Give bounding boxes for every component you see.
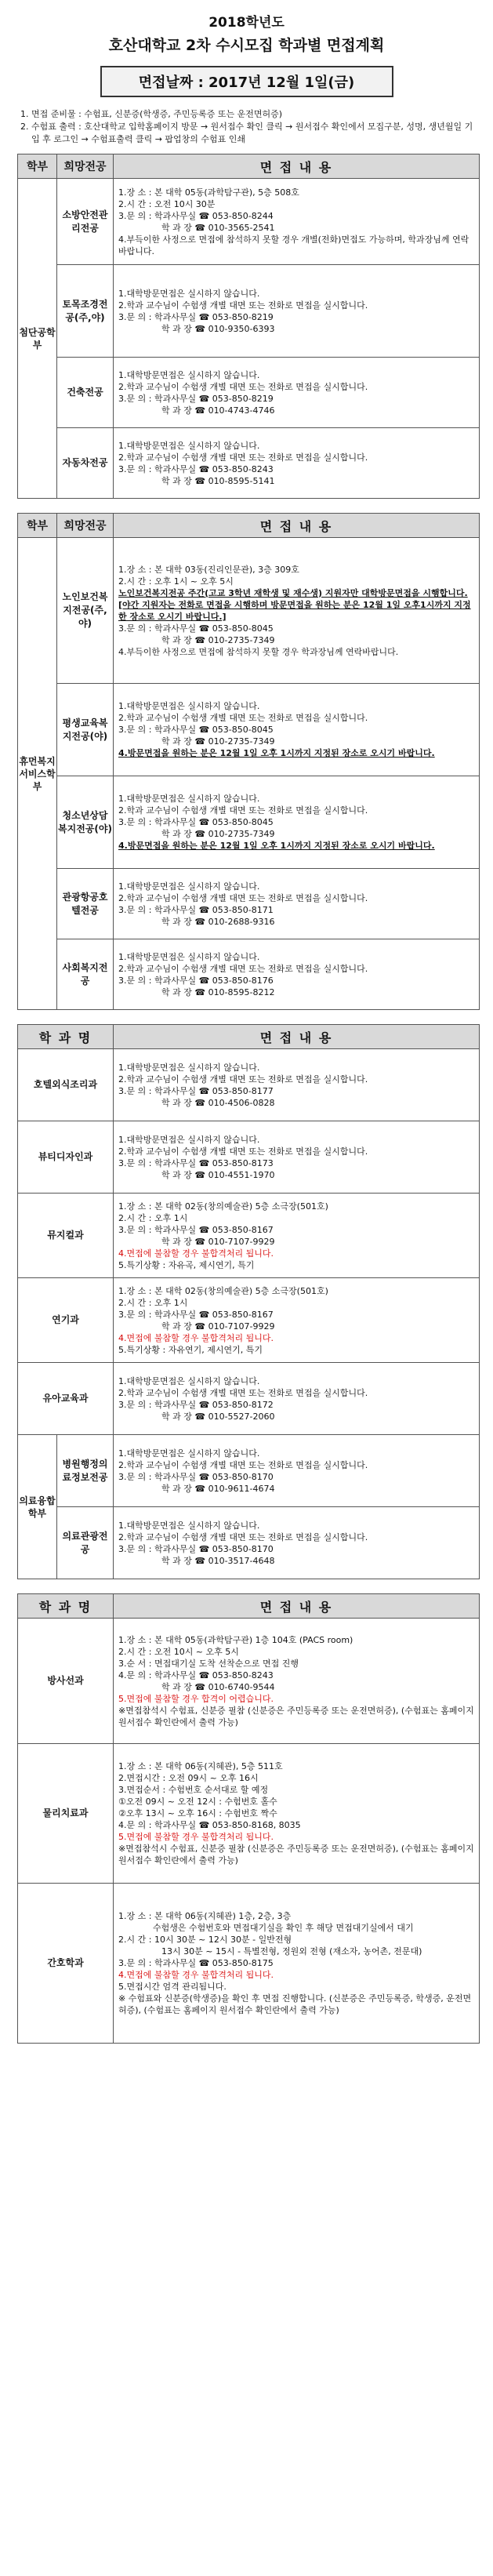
text-line: 2.학과 교수님이 수험생 개별 대면 또는 전화로 면접을 실시합니다. <box>118 1531 368 1542</box>
text-line: 2.학과 교수님이 수험생 개별 대면 또는 전화로 면접을 실시합니다. <box>118 963 368 974</box>
dept-engineering: 첨단공학부 <box>18 179 57 499</box>
text-line: 2.학과 교수님이 수험생 개별 대면 또는 전화로 면접을 실시합니다. <box>118 1074 368 1085</box>
text-line: 2.학과 교수님이 수험생 개별 대면 또는 전화로 면접을 실시합니다. <box>118 713 368 723</box>
text-line: 1.장 소 : 본 대학 06동(지혜관) 1층, 2층, 3층 <box>118 1911 292 1921</box>
text-line: 4.문 의 : 학과사무실 ☎ 053-850-8168, 8035 <box>118 1820 301 1830</box>
text-line: 1.대학방문면접은 실시하지 않습니다. <box>118 881 260 892</box>
content-civil <box>114 265 480 358</box>
content-youth-counseling <box>114 776 480 869</box>
text-line: 1.장 소 : 본 대학 05동(과학탐구관) 1층 104호 (PACS room) <box>118 1634 353 1645</box>
text-line: ※ 수험표와 신분증(학생증)을 확인 후 면접 진행합니다. (신분증은 주민등록증, 학생증, 운전면허증), (수험표는 홈페이지 원서접수 확인란에서 출력 가능) <box>118 1993 472 2015</box>
text-line: ※면접참석시 수험표, 신분증 필참 (신분증은 주민등록증 또는 운전면허증), (수험표는 홈페이지 원서접수 확인란에서 출력 가능) <box>118 1844 474 1866</box>
notice-line: 4.방문면접을 원하는 분은 12월 1일 오후 1시까지 지정된 장소로 오시기 바랍니다. <box>118 841 435 851</box>
text-line: 3.문 의 : 학과사무실 ☎ 053-850-8170 <box>118 1471 274 1482</box>
text-line: 1.대학방문면접은 실시하지 않습니다. <box>118 369 260 380</box>
major-lifelong-education: 평생교육복지전공(야) <box>57 684 114 776</box>
text-line: 2.시 간 : 오후 1시 <box>118 1212 188 1223</box>
text-line: 3.문 의 : 학과사무실 ☎ 053-850-8167 <box>118 1224 274 1235</box>
text-line: 1.장 소 : 본 대학 03동(진리인문관), 3층 309호 <box>118 564 299 575</box>
text-line: 2.시 간 : 10시 30분 ~ 12시 30분 - 일반전형 <box>118 1935 292 1945</box>
content-architecture <box>114 358 480 428</box>
text-line: 학 과 장 ☎ 010-4506-0828 <box>118 1097 275 1108</box>
dept-musical: 뮤지컬과 <box>18 1194 114 1278</box>
content-medical-tourism <box>114 1507 480 1579</box>
text-line: 3.문 의 : 학과사무실 ☎ 053-850-8177 <box>118 1085 274 1096</box>
dept-acting: 연기과 <box>18 1278 114 1363</box>
dept-nursing: 간호학과 <box>18 1884 114 2044</box>
text-line: 3.문 의 : 학과사무실 ☎ 053-850-8167 <box>118 1309 274 1320</box>
table-engineering <box>17 154 480 499</box>
warning-line: 4.면접에 불참할 경우 불합격처리 됩니다. <box>118 1970 274 1980</box>
text-line: 3.문 의 : 학과사무실 ☎ 053-850-8244 <box>118 210 274 221</box>
text-line: 3.문 의 : 학과사무실 ☎ 053-850-8175 <box>118 1958 274 1968</box>
content-nursing <box>114 1884 480 2044</box>
text-line: 1.장 소 : 본 대학 06동(지혜관), 5층 511호 <box>118 1761 283 1771</box>
text-line: 수험생은 수험번호와 면접대기실을 확인 후 해당 면접대기실에서 대기 <box>118 1923 414 1933</box>
text-line: 학 과 장 ☎ 010-7107-9929 <box>118 1321 275 1332</box>
text-line: 학 과 장 ☎ 010-8595-8212 <box>118 986 275 997</box>
warning-line: 5.면접에 불참할 경우 합격이 어렵습니다. <box>118 1693 274 1704</box>
dept-physical-therapy: 물리치료과 <box>18 1744 114 1884</box>
header-dept-name: 학 과 명 <box>18 1594 114 1619</box>
text-line: 학 과 장 ☎ 010-6740-9544 <box>118 1681 275 1692</box>
text-line: 3.순 서 : 면접대기실 도착 선착순으로 면접 진행 <box>118 1658 299 1669</box>
text-line: 학 과 장 ☎ 010-2735-7349 <box>118 736 275 747</box>
text-line: 3.면접순서 : 수험번호 순서대로 할 예정 <box>118 1785 269 1795</box>
text-line: 5.특기상황 : 자유곡, 제시연기, 특기 <box>118 1259 255 1270</box>
text-line: 학 과 장 ☎ 010-5527-2060 <box>118 1411 275 1422</box>
text-line: 2.학과 교수님이 수험생 개별 대면 또는 전화로 면접을 실시합니다. <box>118 381 368 392</box>
text-line: 4.부득이한 사정으로 면접에 참석하지 못할 경우 개별(전화)면접도 가능하며, 학과장님께 연락바랍니다. <box>118 234 469 256</box>
text-line: 1.대학방문면접은 실시하지 않습니다. <box>118 288 260 299</box>
text-line: 2.시 간 : 오전 10시 30분 <box>118 198 216 209</box>
text-line: 2.학과 교수님이 수험생 개별 대면 또는 전화로 면접을 실시합니다. <box>118 1387 368 1398</box>
text-line: 5.면접시간 엄격 관리됨니다. <box>118 1982 227 1992</box>
notice-line: 노인보건복지전공 주간(고교 3학년 재학생 및 재수생) 지원자만 대학방문면접을 시행합니다. <box>118 587 468 598</box>
content-fire-safety <box>114 179 480 265</box>
header-content: 면 접 내 용 <box>114 1594 480 1619</box>
table-departments <box>17 1024 480 1579</box>
major-fire-safety: 소방안전관리전공 <box>57 179 114 265</box>
content-early-childhood <box>114 1363 480 1435</box>
interview-date-box: 면접날짜 : 2017년 12월 1일(금) <box>100 66 393 97</box>
header-dept: 학부 <box>18 514 57 538</box>
text-line: 학 과 장 ☎ 010-3517-4648 <box>118 1555 275 1566</box>
text-line: 3.문 의 : 학과사무실 ☎ 053-850-8171 <box>118 904 274 915</box>
text-line: ①오전 09시 ~ 오전 12시 : 수험번호 홀수 <box>118 1797 277 1807</box>
major-automotive: 자동차전공 <box>57 428 114 499</box>
content-tourism-hotel <box>114 869 480 939</box>
text-line: 2.학과 교수님이 수험생 개별 대면 또는 전화로 면접을 실시합니다. <box>118 1459 368 1470</box>
content-radiology <box>114 1619 480 1744</box>
major-tourism-hotel: 관광항공호텔전공 <box>57 869 114 939</box>
text-line: 학 과 장 ☎ 010-9350-6393 <box>118 323 275 334</box>
content-elderly-welfare <box>114 538 480 684</box>
header-content: 면 접 내 용 <box>114 154 480 179</box>
text-line: 학 과 장 ☎ 010-2735-7349 <box>118 829 275 839</box>
warning-line: 4.면접에 불참할 경우 불합격처리 됩니다. <box>118 1332 274 1343</box>
text-line: 1.대학방문면접은 실시하지 않습니다. <box>118 1448 260 1459</box>
content-hospital-admin <box>114 1435 480 1507</box>
major-social-welfare: 사회복지전공 <box>57 939 114 1010</box>
text-line: 3.문 의 : 학과사무실 ☎ 053-850-8045 <box>118 817 274 827</box>
text-line: 3.문 의 : 학과사무실 ☎ 053-850-8045 <box>118 725 274 735</box>
header-content: 면 접 내 용 <box>114 1025 480 1049</box>
text-line: 1.대학방문면접은 실시하지 않습니다. <box>118 440 260 451</box>
content-hotel-culinary <box>114 1049 480 1121</box>
text-line: 학 과 장 ☎ 010-8595-5141 <box>118 475 275 486</box>
note-item: 1. 면접 준비물 : 수험표, 신분증(학생증, 주민등록증 또는 운전면허증) <box>20 109 283 119</box>
text-line: 학 과 장 ☎ 010-4743-4746 <box>118 405 275 416</box>
note-item: 2. 수험표 출력 : 호산대학교 입학홈페이지 방문 → 원서접수 확인 클릭 → 원서접수 확인에서 모집구분, 성명, 생년월일 기입 후 로그인 → 수험표출력 클릭 → 팝업창의 수험표 인쇄 <box>20 122 473 144</box>
text-line: 2.시 간 : 오후 1시 ~ 오후 5시 <box>118 576 234 587</box>
text-line: 3.문 의 : 학과사무실 ☎ 053-850-8172 <box>118 1399 274 1410</box>
text-line: 5.특기상황 : 자유연기, 제시연기, 특기 <box>118 1344 263 1355</box>
header-dept: 학부 <box>18 154 57 179</box>
header-content: 면 접 내 용 <box>114 514 480 538</box>
table-health <box>17 1593 480 2044</box>
content-acting <box>114 1278 480 1363</box>
dept-early-childhood: 유아교육과 <box>18 1363 114 1435</box>
header-dept-name: 학 과 명 <box>18 1025 114 1049</box>
text-line: 3.문 의 : 학과사무실 ☎ 053-850-8243 <box>118 463 274 474</box>
text-line: 3.문 의 : 학과사무실 ☎ 053-850-8170 <box>118 1543 274 1554</box>
text-line: 1.장 소 : 본 대학 05동(과학탐구관), 5층 508호 <box>118 187 299 198</box>
header-major: 희망전공 <box>57 514 114 538</box>
content-automotive <box>114 428 480 499</box>
text-line: 1.장 소 : 본 대학 02동(창의예술관) 5층 소극장(501호) <box>118 1201 328 1212</box>
text-line: 3.문 의 : 학과사무실 ☎ 053-850-8219 <box>118 311 274 322</box>
text-line: 2.학과 교수님이 수험생 개별 대면 또는 전화로 면접을 실시합니다. <box>118 452 368 463</box>
major-architecture: 건축전공 <box>57 358 114 428</box>
notice-line: [야간 지원자는 전화로 면접을 시행하며 방문면접을 원하는 분은 12월 1일 오후1시까지 지정한 장소로 오시기 바랍니다.] <box>118 599 471 622</box>
text-line: 1.대학방문면접은 실시하지 않습니다. <box>118 951 260 962</box>
major-youth-counseling: 청소년상담복지전공(야) <box>57 776 114 869</box>
text-line: 2.학과 교수님이 수험생 개별 대면 또는 전화로 면접을 실시합니다. <box>118 805 368 816</box>
content-beauty-design <box>114 1121 480 1194</box>
text-line: 학 과 장 ☎ 010-4551-1970 <box>118 1169 275 1180</box>
major-hospital-admin: 병원행정의료정보전공 <box>57 1435 114 1507</box>
text-line: 1.대학방문면접은 실시하지 않습니다. <box>118 1520 260 1531</box>
text-line: 학 과 장 ☎ 010-7107-9929 <box>118 1236 275 1247</box>
text-line: 학 과 장 ☎ 010-2688-9316 <box>118 916 275 927</box>
text-line: 1.대학방문면접은 실시하지 않습니다. <box>118 1062 260 1073</box>
dept-medical-convergence: 의료융합학부 <box>18 1435 57 1579</box>
text-line: 1.장 소 : 본 대학 02동(창의예술관) 5층 소극장(501호) <box>118 1285 328 1296</box>
text-line: 학 과 장 ☎ 010-9611-4674 <box>118 1483 275 1494</box>
text-line: 1.대학방문면접은 실시하지 않습니다. <box>118 701 260 711</box>
text-line: ②오후 13시 ~ 오후 16시 : 수험번호 짝수 <box>118 1808 277 1818</box>
text-line: 학 과 장 ☎ 010-3565-2541 <box>118 222 275 233</box>
text-line: 1.대학방문면접은 실시하지 않습니다. <box>118 1134 260 1145</box>
document-year: 2018학년도 <box>208 15 285 31</box>
dept-beauty-design: 뷰티디자인과 <box>18 1121 114 1194</box>
content-social-welfare <box>114 939 480 1010</box>
content-lifelong-education <box>114 684 480 776</box>
warning-line: 4.면접에 불참할 경우 불합격처리 됩니다. <box>118 1248 274 1259</box>
major-elderly-welfare: 노인보건복지전공(주,야) <box>57 538 114 684</box>
text-line: 3.문 의 : 학과사무실 ☎ 053-850-8045 <box>118 623 274 634</box>
text-line: 13시 30분 ~ 15시 - 특별전형, 정원외 전형 (재소자, 농어촌, 전문대) <box>118 1946 422 1957</box>
text-line: 2.학과 교수님이 수험생 개별 대면 또는 전화로 면접을 실시합니다. <box>118 1146 368 1157</box>
warning-line: 5.면접에 불참할 경우 불합격처리 됩니다. <box>118 1832 274 1842</box>
table-welfare <box>17 513 480 1010</box>
content-physical-therapy <box>114 1744 480 1884</box>
text-line: 4.문 의 : 학과사무실 ☎ 053-850-8243 <box>118 1669 274 1680</box>
content-musical <box>114 1194 480 1278</box>
text-line: 1.대학방문면접은 실시하지 않습니다. <box>118 794 260 804</box>
text-line: 4.부득이한 사정으로 면접에 참석하지 못할 경우 학과장님께 연락바랍니다. <box>118 646 399 657</box>
dept-welfare: 휴먼복지서비스학부 <box>18 538 57 1010</box>
major-civil: 토목조경전공(주,야) <box>57 265 114 358</box>
text-line: 2.시 간 : 오전 10시 ~ 오후 5시 <box>118 1646 239 1657</box>
text-line: 3.문 의 : 학과사무실 ☎ 053-850-8173 <box>118 1157 274 1168</box>
text-line: 2.시 간 : 오후 1시 <box>118 1297 188 1308</box>
notice-line: 4.방문면접을 원하는 분은 12월 1일 오후 1시까지 지정된 장소로 오시기 바랍니다. <box>118 748 435 758</box>
header-major: 희망전공 <box>57 154 114 179</box>
text-line: ※면접참석시 수험표, 신분증 필참 (신분증은 주민등록증 또는 운전면허증), (수험표는 홈페이지 원서접수 확인란에서 출력 가능) <box>118 1705 474 1728</box>
text-line: 2.학과 교수님이 수험생 개별 대면 또는 전화로 면접을 실시합니다. <box>118 300 368 311</box>
text-line: 2.학과 교수님이 수험생 개별 대면 또는 전화로 면접을 실시합니다. <box>118 892 368 903</box>
text-line: 학 과 장 ☎ 010-2735-7349 <box>118 634 275 645</box>
notes <box>20 108 476 146</box>
document-title: 호산대학교 2차 수시모집 학과별 면접계획 <box>108 37 385 54</box>
text-line: 3.문 의 : 학과사무실 ☎ 053-850-8176 <box>118 975 274 986</box>
major-medical-tourism: 의료관광전공 <box>57 1507 114 1579</box>
text-line: 1.대학방문면접은 실시하지 않습니다. <box>118 1375 260 1386</box>
text-line: 2.면접시간 : 오전 09시 ~ 오후 16시 <box>118 1773 259 1783</box>
dept-hotel-culinary: 호텔외식조리과 <box>18 1049 114 1121</box>
text-line: 3.문 의 : 학과사무실 ☎ 053-850-8219 <box>118 393 274 404</box>
dept-radiology: 방사선과 <box>18 1619 114 1744</box>
